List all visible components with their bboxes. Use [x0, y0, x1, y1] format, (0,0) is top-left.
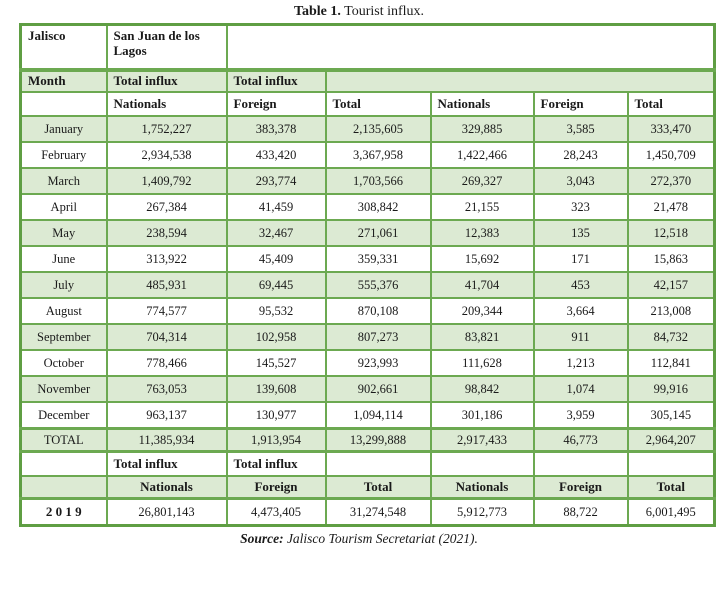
- value-cell: 1,450,709: [628, 142, 715, 168]
- year-label-cell: 2 0 1 9: [21, 499, 107, 526]
- table-row: [21, 402, 715, 429]
- table-row: [21, 324, 715, 350]
- region-header-row: [21, 25, 715, 71]
- value-cell: 313,922: [107, 246, 227, 272]
- value-cell: 21,478: [628, 194, 715, 220]
- year-value-cell: 88,722: [534, 499, 628, 526]
- value-cell: 21,155: [431, 194, 534, 220]
- value-cell: 13,299,888: [326, 429, 431, 452]
- annual-empty-cell: [21, 452, 107, 477]
- month-label-cell: September: [21, 324, 107, 350]
- region-jalisco-cell: Jalisco: [21, 25, 107, 71]
- value-cell: 11,385,934: [107, 429, 227, 452]
- value-cell: 272,370: [628, 168, 715, 194]
- subheader-empty-cell: [21, 92, 107, 116]
- value-cell: 95,532: [227, 298, 326, 324]
- source-note: [0, 531, 718, 547]
- table-title-label: Table 1.: [293, 4, 341, 19]
- value-cell: 485,931: [107, 272, 227, 298]
- annual-subheader-row: [21, 476, 715, 499]
- value-cell: 98,842: [431, 376, 534, 402]
- month-label-cell: July: [21, 272, 107, 298]
- table-row: [21, 350, 715, 376]
- value-cell: 323: [534, 194, 628, 220]
- value-cell: 305,145: [628, 402, 715, 429]
- value-cell: 293,774: [227, 168, 326, 194]
- value-cell: 2,917,433: [431, 429, 534, 452]
- value-cell: 28,243: [534, 142, 628, 168]
- value-cell: 3,043: [534, 168, 628, 194]
- value-cell: 902,661: [326, 376, 431, 402]
- annual-subheader-cell: Foreign: [227, 476, 326, 499]
- value-cell: 453: [534, 272, 628, 298]
- table-title-text: Tourist influx.: [344, 4, 425, 19]
- table-row: [21, 376, 715, 402]
- value-cell: 923,993: [326, 350, 431, 376]
- annual-subheader-empty-cell: [21, 476, 107, 499]
- year-value-cell: 5,912,773: [431, 499, 534, 526]
- value-cell: 238,594: [107, 220, 227, 246]
- value-cell: 1,422,466: [431, 142, 534, 168]
- san-juan-influx-label: Total influx: [227, 70, 326, 92]
- month-label-cell: June: [21, 246, 107, 272]
- value-cell: 42,157: [628, 272, 715, 298]
- month-label-cell: April: [21, 194, 107, 220]
- annual-san-juan-influx-label: Total influx: [227, 452, 326, 477]
- table-row: [21, 116, 715, 142]
- value-cell: 15,863: [628, 246, 715, 272]
- year-2019-row: [21, 499, 715, 526]
- value-cell: 269,327: [431, 168, 534, 194]
- value-cell: 1,409,792: [107, 168, 227, 194]
- year-value-cell: 31,274,548: [326, 499, 431, 526]
- annual-empty-cell: [534, 452, 628, 477]
- value-cell: 32,467: [227, 220, 326, 246]
- value-cell: 41,704: [431, 272, 534, 298]
- table-row: [21, 142, 715, 168]
- subheader-cell: Total: [628, 92, 715, 116]
- value-cell: 135: [534, 220, 628, 246]
- annual-subheader-cell: Nationals: [431, 476, 534, 499]
- table-row: [21, 194, 715, 220]
- table-row: [21, 220, 715, 246]
- subheader-cell: Foreign: [227, 92, 326, 116]
- value-cell: 763,053: [107, 376, 227, 402]
- month-label-cell: November: [21, 376, 107, 402]
- value-cell: 111,628: [431, 350, 534, 376]
- annual-empty-cell: [431, 452, 534, 477]
- table-row: [21, 429, 715, 452]
- table-row: [21, 272, 715, 298]
- value-cell: 774,577: [107, 298, 227, 324]
- value-cell: 3,367,958: [326, 142, 431, 168]
- value-cell: 1,213: [534, 350, 628, 376]
- annual-empty-cell: [628, 452, 715, 477]
- value-cell: 213,008: [628, 298, 715, 324]
- value-cell: 267,384: [107, 194, 227, 220]
- month-label-cell: August: [21, 298, 107, 324]
- subheader-cell: Nationals: [107, 92, 227, 116]
- page: [0, 4, 718, 547]
- annual-subheader-cell: Nationals: [107, 476, 227, 499]
- annual-rows: [21, 452, 715, 526]
- value-cell: 139,608: [227, 376, 326, 402]
- month-label-cell: December: [21, 402, 107, 429]
- value-cell: 1,094,114: [326, 402, 431, 429]
- value-cell: 555,376: [326, 272, 431, 298]
- value-cell: 102,958: [227, 324, 326, 350]
- value-cell: 3,959: [534, 402, 628, 429]
- annual-empty-cell: [326, 452, 431, 477]
- year-value-cell: 4,473,405: [227, 499, 326, 526]
- value-cell: 209,344: [431, 298, 534, 324]
- table-row: [21, 168, 715, 194]
- value-cell: 112,841: [628, 350, 715, 376]
- year-value-cell: 26,801,143: [107, 499, 227, 526]
- value-cell: 807,273: [326, 324, 431, 350]
- value-cell: 329,885: [431, 116, 534, 142]
- value-cell: 301,186: [431, 402, 534, 429]
- month-rows: [21, 116, 715, 452]
- value-cell: 1,074: [534, 376, 628, 402]
- value-cell: 333,470: [628, 116, 715, 142]
- tourist-influx-table: [19, 23, 716, 527]
- value-cell: 2,964,207: [628, 429, 715, 452]
- value-cell: 45,409: [227, 246, 326, 272]
- table-row: [21, 246, 715, 272]
- month-label-cell: March: [21, 168, 107, 194]
- annual-subheader-cell: Total: [326, 476, 431, 499]
- table-row: [21, 298, 715, 324]
- month-column-label: Month: [21, 70, 107, 92]
- subheader-row: [21, 92, 715, 116]
- region-empty-cell: [227, 25, 715, 71]
- value-cell: 778,466: [107, 350, 227, 376]
- value-cell: 308,842: [326, 194, 431, 220]
- month-label-cell: February: [21, 142, 107, 168]
- annual-influx-header-row: [21, 452, 715, 477]
- value-cell: 130,977: [227, 402, 326, 429]
- month-label-cell: October: [21, 350, 107, 376]
- value-cell: 870,108: [326, 298, 431, 324]
- value-cell: 41,459: [227, 194, 326, 220]
- value-cell: 12,383: [431, 220, 534, 246]
- value-cell: 1,913,954: [227, 429, 326, 452]
- value-cell: 271,061: [326, 220, 431, 246]
- total-label-cell: TOTAL: [21, 429, 107, 452]
- year-value-cell: 6,001,495: [628, 499, 715, 526]
- subheader-cell: Foreign: [534, 92, 628, 116]
- region-san-juan-cell: San Juan de los Lagos: [107, 25, 227, 71]
- value-cell: 1,703,566: [326, 168, 431, 194]
- value-cell: 99,916: [628, 376, 715, 402]
- value-cell: 3,664: [534, 298, 628, 324]
- subheader-cell: Total: [326, 92, 431, 116]
- month-label-cell: January: [21, 116, 107, 142]
- source-text: Jalisco Tourism Secretariat (2021).: [286, 531, 478, 546]
- table-title: [0, 4, 718, 20]
- jalisco-influx-label: Total influx: [107, 70, 227, 92]
- value-cell: 433,420: [227, 142, 326, 168]
- value-cell: 12,518: [628, 220, 715, 246]
- section-header-row: [21, 70, 715, 92]
- value-cell: 46,773: [534, 429, 628, 452]
- value-cell: 83,821: [431, 324, 534, 350]
- value-cell: 1,752,227: [107, 116, 227, 142]
- annual-jalisco-influx-label: Total influx: [107, 452, 227, 477]
- value-cell: 15,692: [431, 246, 534, 272]
- value-cell: 2,135,605: [326, 116, 431, 142]
- value-cell: 359,331: [326, 246, 431, 272]
- value-cell: 963,137: [107, 402, 227, 429]
- value-cell: 383,378: [227, 116, 326, 142]
- source-label: Source:: [240, 531, 284, 546]
- month-label-cell: May: [21, 220, 107, 246]
- table-header-rows: [21, 25, 715, 117]
- section-empty-cell: [326, 70, 715, 92]
- value-cell: 2,934,538: [107, 142, 227, 168]
- value-cell: 69,445: [227, 272, 326, 298]
- value-cell: 911: [534, 324, 628, 350]
- annual-subheader-cell: Total: [628, 476, 715, 499]
- value-cell: 84,732: [628, 324, 715, 350]
- annual-subheader-cell: Foreign: [534, 476, 628, 499]
- value-cell: 3,585: [534, 116, 628, 142]
- value-cell: 171: [534, 246, 628, 272]
- subheader-cell: Nationals: [431, 92, 534, 116]
- value-cell: 704,314: [107, 324, 227, 350]
- value-cell: 145,527: [227, 350, 326, 376]
